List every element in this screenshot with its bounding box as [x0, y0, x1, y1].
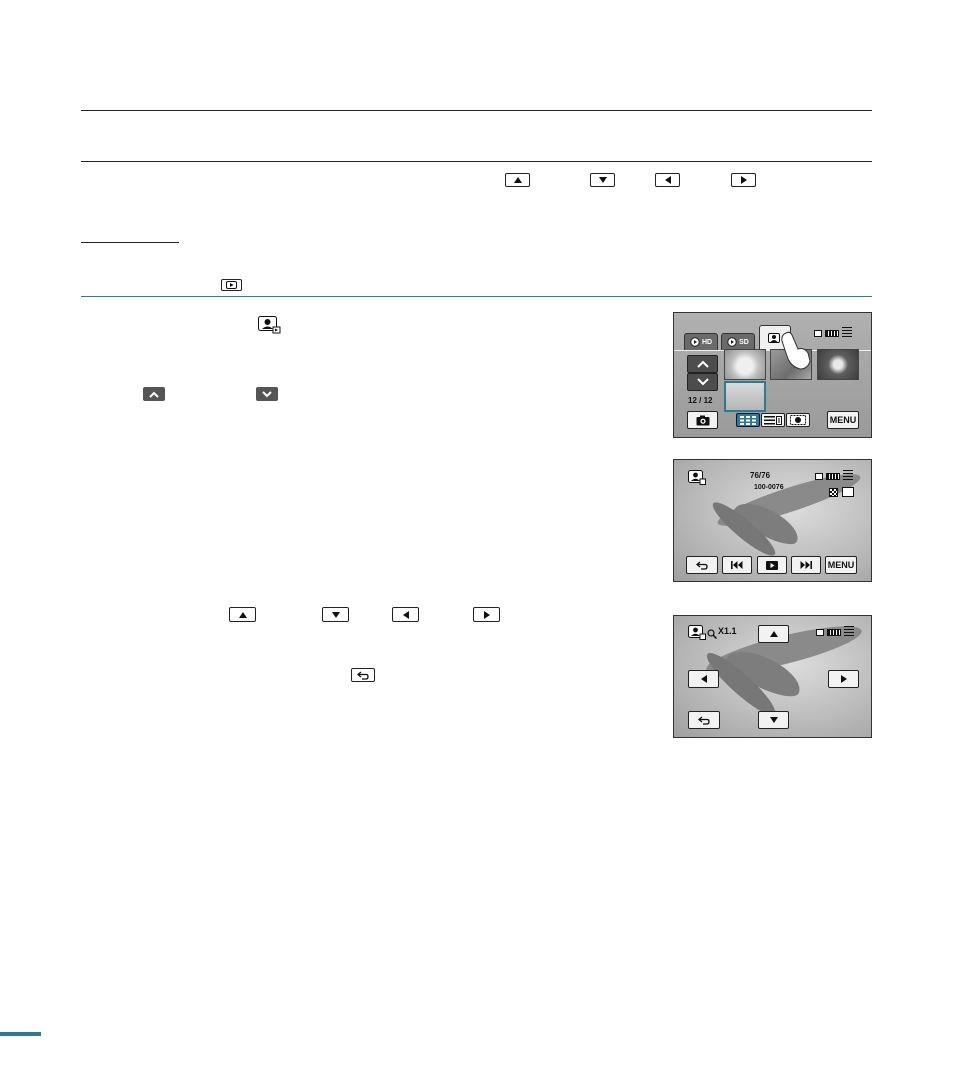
- top-rule: [81, 110, 872, 111]
- battery-icon: [826, 473, 840, 480]
- right-key-icon: [473, 607, 500, 622]
- memory-card-icon: [814, 330, 822, 337]
- photo-mode-icon: [688, 470, 706, 485]
- pan-left-button[interactable]: [688, 670, 719, 688]
- page-edge-tab: [0, 1032, 41, 1036]
- next-button[interactable]: [791, 556, 821, 574]
- thumbnail-bird-selected[interactable]: [724, 381, 766, 412]
- scroll-up-key-icon: [143, 387, 165, 401]
- down-key-icon: [590, 173, 615, 187]
- grid-view-button[interactable]: [736, 413, 760, 427]
- finger-pointer-icon: [778, 331, 812, 371]
- battery-icon: [827, 629, 841, 636]
- menu-button[interactable]: MENU: [825, 556, 857, 574]
- thumbnail-dog[interactable]: [724, 349, 766, 380]
- file-counter: 12 / 12: [688, 396, 713, 405]
- down-key-icon: [322, 607, 349, 622]
- photo-counter: 76/76: [750, 471, 771, 480]
- pan-right-button[interactable]: [828, 670, 859, 688]
- file-number: 100-0076: [754, 484, 784, 491]
- quality-icon: [844, 626, 854, 636]
- section-rule: [81, 161, 872, 162]
- up-key-icon: [229, 607, 256, 622]
- memory-card-icon: [816, 629, 824, 636]
- smart-search-button[interactable]: [786, 413, 810, 427]
- protect-icon: [829, 488, 838, 497]
- pan-down-button[interactable]: [758, 711, 789, 729]
- quality-icon: [842, 327, 852, 337]
- magnifier-icon: [707, 626, 717, 636]
- play-mode-icon: [221, 279, 242, 291]
- return-key-icon: [351, 668, 375, 682]
- thumbnail-screen: [673, 312, 872, 438]
- list-view-button[interactable]: [761, 413, 785, 427]
- page-down-button[interactable]: [687, 373, 718, 391]
- tab-sd-label: SD: [739, 338, 749, 346]
- scroll-down-key-icon: [256, 387, 278, 401]
- zoom-playback-screen: [673, 615, 872, 738]
- left-key-icon: [655, 173, 680, 187]
- up-key-icon: [505, 173, 530, 187]
- tab-hd-label: HD: [701, 338, 713, 346]
- return-button[interactable]: [688, 711, 720, 729]
- return-button[interactable]: [686, 556, 718, 574]
- left-key-icon: [392, 607, 419, 622]
- print-mark-icon: [842, 487, 854, 497]
- zoom-level: X1.1: [718, 626, 737, 636]
- pan-up-button[interactable]: [758, 625, 789, 643]
- page-up-button[interactable]: [687, 355, 718, 373]
- menu-button[interactable]: MENU: [827, 411, 859, 429]
- thumbnail-flower[interactable]: [817, 349, 859, 380]
- heading-underline: [81, 242, 179, 243]
- photo-mode-icon: [688, 625, 706, 640]
- right-key-icon: [731, 173, 756, 187]
- previous-button[interactable]: [722, 556, 752, 574]
- slideshow-button[interactable]: [757, 556, 787, 574]
- memory-card-icon: [815, 473, 823, 480]
- battery-icon: [825, 330, 839, 337]
- camera-mode-button[interactable]: [687, 411, 718, 429]
- tab-hd-playback[interactable]: [684, 333, 718, 351]
- photo-playback-screen: [673, 459, 872, 582]
- quality-icon: [843, 470, 853, 480]
- photo-playback-icon: [258, 316, 281, 334]
- teal-rule: [81, 296, 872, 297]
